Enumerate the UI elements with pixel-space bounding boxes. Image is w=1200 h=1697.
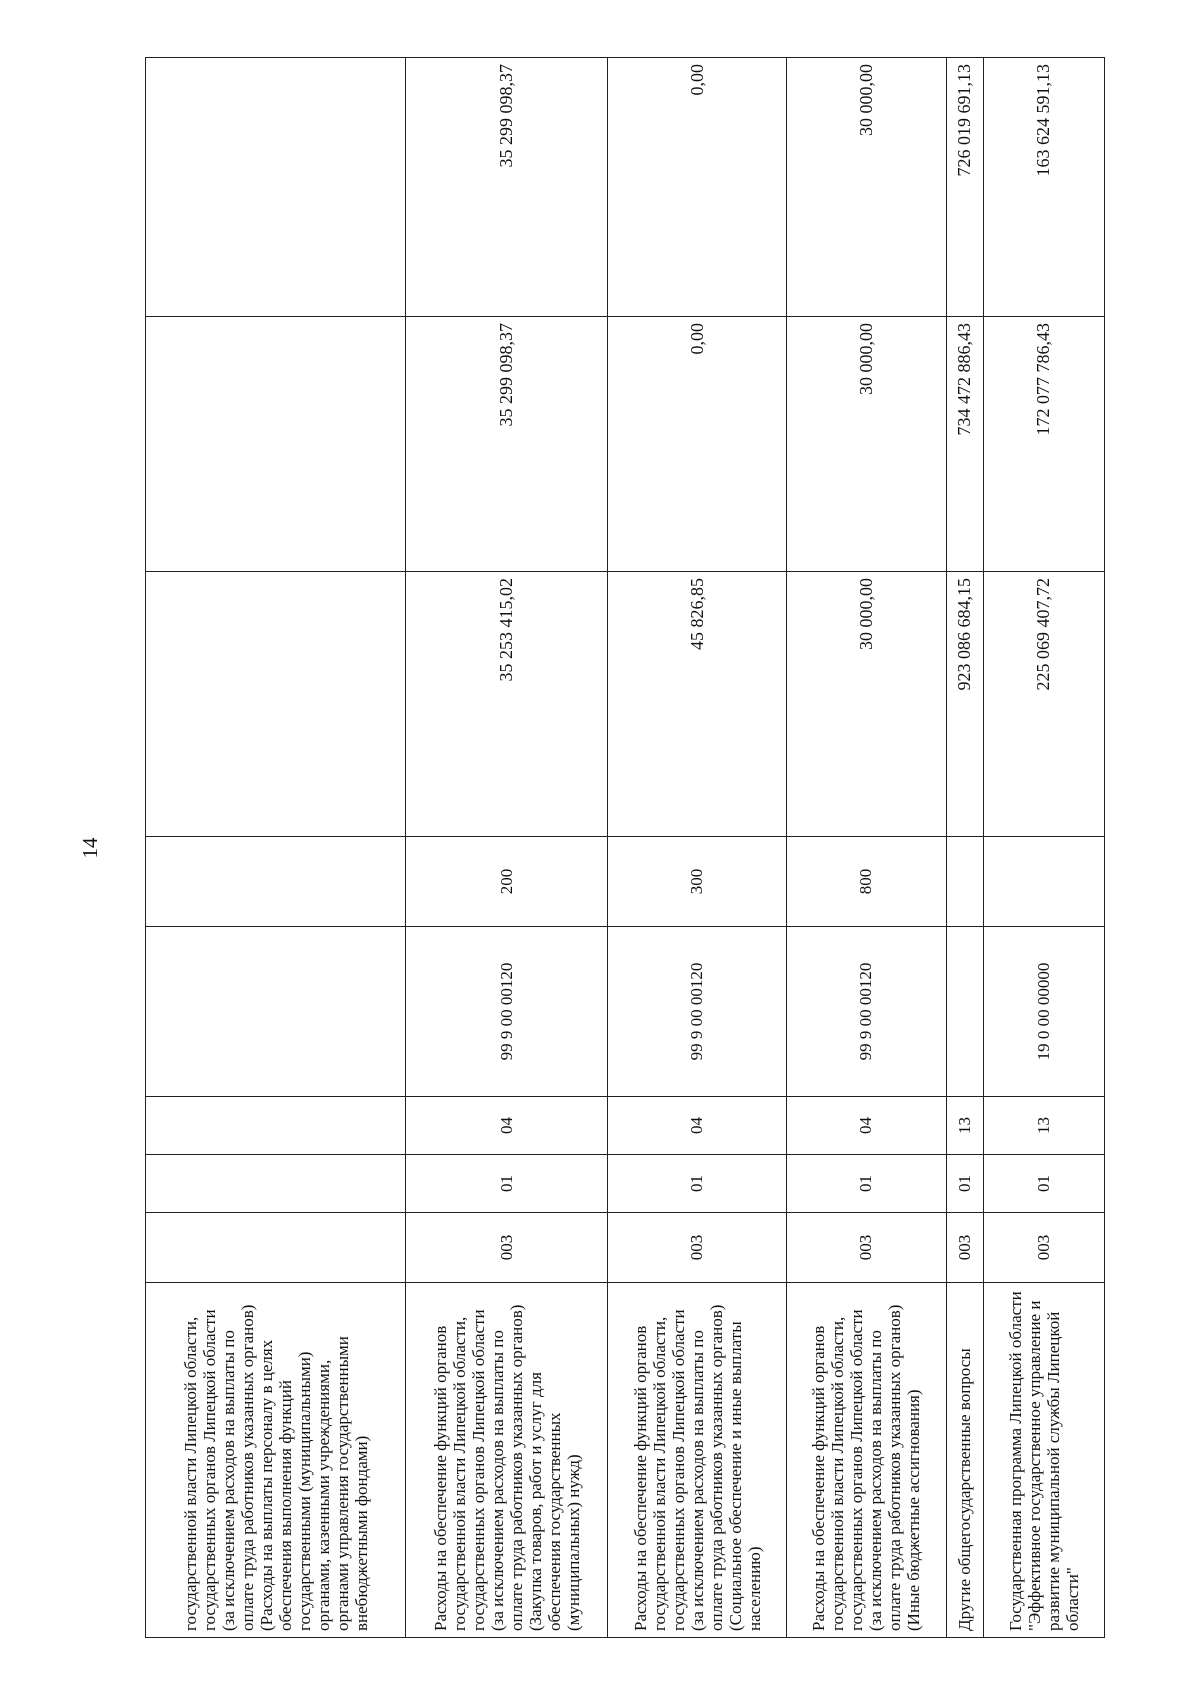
amount-year3: 30 000,00 [787, 58, 946, 317]
ved-cell: 003 [983, 1213, 1104, 1283]
rz-cell: 01 [608, 1155, 787, 1213]
amount-year1: 45 826,85 [608, 572, 787, 837]
ved-cell: 003 [787, 1213, 946, 1283]
table-row [983, 58, 1104, 1638]
amount-year2: 0,00 [608, 317, 787, 572]
rz-cell: 01 [983, 1155, 1104, 1213]
amount-year3 [146, 58, 406, 317]
amount-year1: 35 253 415,02 [406, 572, 608, 837]
rotated-table-sheet [145, 58, 1105, 1638]
row-description: Расходы на обеспечение функций органов государственной власти Липецкой области, государственных органов Липецкой области (за исключением расходов на выплаты по оплате труда работников указанных органов) (Иные бюджетные ассигнования) [787, 1283, 946, 1638]
table-row [608, 58, 787, 1638]
pr-cell: 04 [787, 1097, 946, 1155]
csr-cell [946, 927, 983, 1097]
amount-year1: 30 000,00 [787, 572, 946, 837]
budget-table [145, 57, 1105, 1638]
csr-cell: 19 0 00 00000 [983, 927, 1104, 1097]
amount-year2: 30 000,00 [787, 317, 946, 572]
row-description: Государственная программа Липецкой области "Эффективное государственное управление и развитие муниципальной службы Липецкой области" [983, 1283, 1104, 1638]
row-description: государственной власти Липецкой области, государственных органов Липецкой области (за исключением расходов на выплаты по оплате труда работников указанных органов) (Расходы на выплаты персоналу в целях обеспечения выполнения функций государственными (муниципальными) органами, казенными учреждениями, органами управления государственными внебюджетными фондами) [146, 1283, 406, 1638]
amount-year3: 35 299 098,37 [406, 58, 608, 317]
amount-year1: 225 069 407,72 [983, 572, 1104, 837]
pr-cell [146, 1097, 406, 1155]
pr-cell: 04 [608, 1097, 787, 1155]
csr-cell: 99 9 00 00120 [608, 927, 787, 1097]
table-row [946, 58, 983, 1638]
amount-year3: 163 624 591,13 [983, 58, 1104, 317]
ved-cell: 003 [608, 1213, 787, 1283]
csr-cell [146, 927, 406, 1097]
page-number: 14 [78, 837, 102, 859]
amount-year2: 172 077 786,43 [983, 317, 1104, 572]
rz-cell: 01 [406, 1155, 608, 1213]
amount-year1: 923 086 684,15 [946, 572, 983, 837]
ved-cell: 003 [946, 1213, 983, 1283]
vr-cell: 300 [608, 837, 787, 927]
amount-year2: 35 299 098,37 [406, 317, 608, 572]
amount-year3: 0,00 [608, 58, 787, 317]
vr-cell [146, 837, 406, 927]
pr-cell: 13 [946, 1097, 983, 1155]
vr-cell [946, 837, 983, 927]
vr-cell: 800 [787, 837, 946, 927]
table-row [146, 58, 406, 1638]
amount-year2: 734 472 886,43 [946, 317, 983, 572]
table-row [787, 58, 946, 1638]
row-description: Расходы на обеспечение функций органов государственной власти Липецкой области, государственных органов Липецкой области (за исключением расходов на выплаты по оплате труда работников указанных органов) (Социальное обеспечение и иные выплаты населению) [608, 1283, 787, 1638]
amount-year1 [146, 572, 406, 837]
rz-cell [146, 1155, 406, 1213]
vr-cell [983, 837, 1104, 927]
csr-cell: 99 9 00 00120 [787, 927, 946, 1097]
row-description: Расходы на обеспечение функций органов государственной власти Липецкой области, государственных органов Липецкой области (за исключением расходов на выплаты по оплате труда работников указанных органов) (Закупка товаров, работ и услуг для обеспечения государственных (муниципальных) нужд) [406, 1283, 608, 1638]
amount-year2 [146, 317, 406, 572]
ved-cell [146, 1213, 406, 1283]
ved-cell: 003 [406, 1213, 608, 1283]
rz-cell: 01 [946, 1155, 983, 1213]
rz-cell: 01 [787, 1155, 946, 1213]
amount-year3: 726 019 691,13 [946, 58, 983, 317]
table-row [406, 58, 608, 1638]
csr-cell: 99 9 00 00120 [406, 927, 608, 1097]
pr-cell: 04 [406, 1097, 608, 1155]
pr-cell: 13 [983, 1097, 1104, 1155]
row-description: Другие общегосударственные вопросы [946, 1283, 983, 1638]
vr-cell: 200 [406, 837, 608, 927]
